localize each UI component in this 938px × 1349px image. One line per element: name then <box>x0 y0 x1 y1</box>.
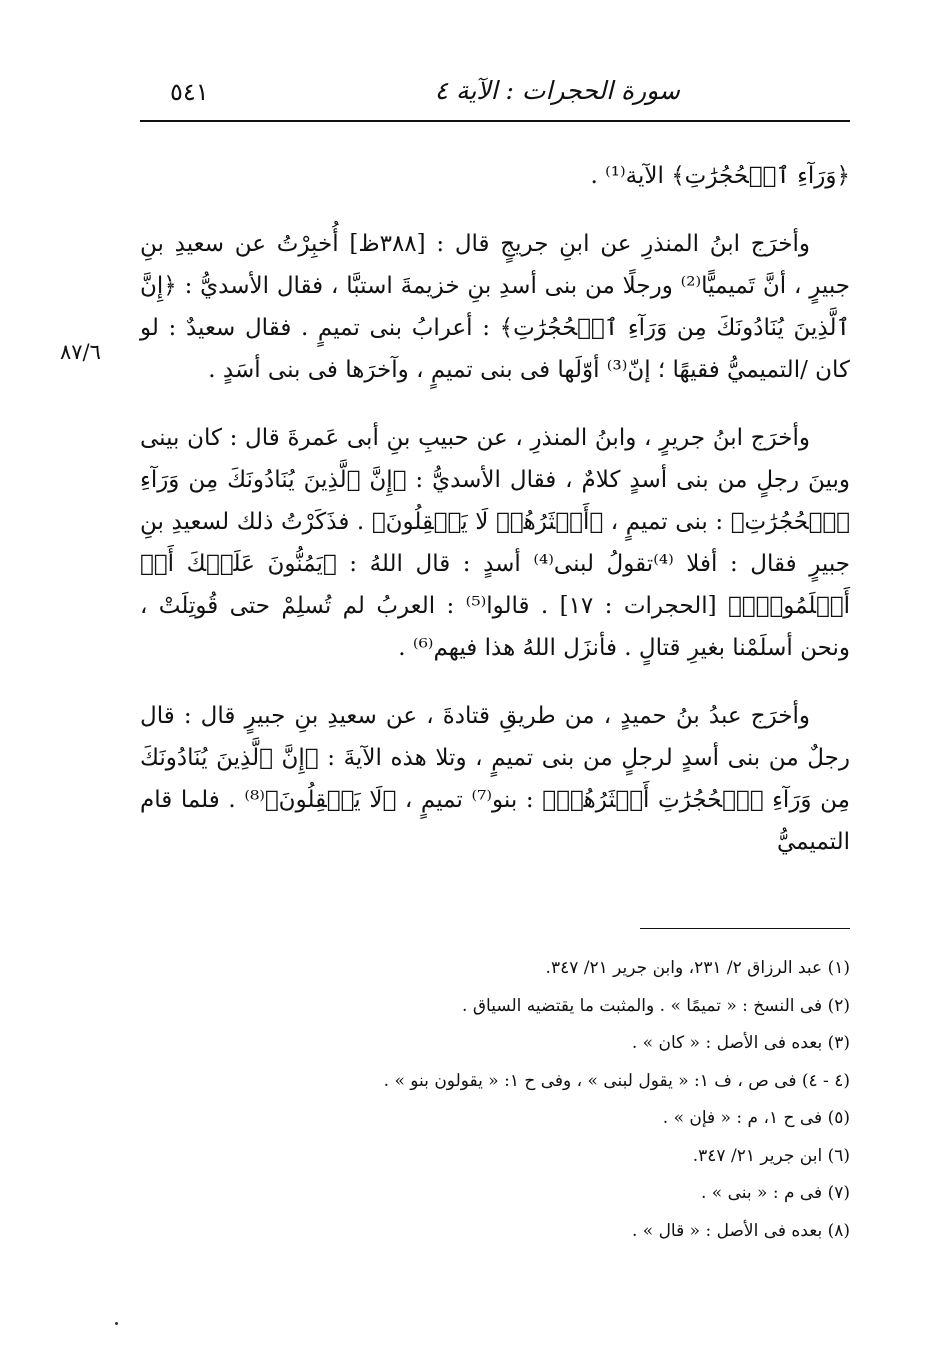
paragraph-2: وأخرَج ابنُ المنذرِ عن ابنِ جريجٍ قال : [٣٨٨ظ] أُخبِرْتُ عن سعيدِ بنِ جبيرٍ ، أنَّ تَميميًّا⁽²⁾ ورجلًا من بنى أسدِ بنِ خزيمةَ استبَّا ، فقال الأسديُّ : ﴿إِنَّ ٱلَّذِينَ يُنَادُونَكَ مِن وَرَآءِ ٱلۡحُجُرَٰتِ﴾ : أعرابُ بنى تميمٍ . فقال سعيدٌ : لو كان /التميميُّ فقيهًا ؛ إنّ⁽³⁾ أوّلَها فى بنى تميمٍ ، وآخرَها فى بنى أسَدٍ . <box>140 231 851 383</box>
footnote-1: (١) عبد الرزاق ٢/ ٢٣١، وابن جرير ٢١/ ٣٤٧. <box>545 958 850 978</box>
footnote-8: (٨) بعده فى الأصل : « قال » . <box>631 1220 850 1241</box>
header-title: سورة الحجرات : الآية ٤ <box>434 76 680 105</box>
paragraph-3: وأخرَج ابنُ جريرٍ ، وابنُ المنذرِ ، عن حبيبِ بنِ أبى عَمرةَ قال : كان بينى وبينَ رجلٍ من بنى أسدٍ كلامٌ ، فقال الأسديُّ : ﴿إِنَّ ٱلَّذِينَ يُنَادُونَكَ مِن وَرَآءِ ٱلۡحُجُرَٰتِ﴾ : بنى تميمٍ ، ﴿أَكۡثَرُهُمۡ لَا يَعۡقِلُونَ﴾ . فذَكَرْتُ ذلك لسعيدِ بنِ جبيرٍ فقال : أفلا ⁽⁴⁾تقولُ لبنى⁽⁴⁾ أسدٍ : قال اللهُ : ﴿يَمُنُّونَ عَلَيۡكَ أَنۡ أَسۡلَمُواْۖ﴾ [الحجرات : ١٧] . قالوا⁽⁵⁾ : العربُ لم تُسلِمْ حتى قُوتِلَتْ ، ونحن أسلَمْنا بغيرِ قتالٍ . فأنزَل اللهُ هذا فيهم⁽⁶⁾ . <box>140 425 851 661</box>
margin-reference: ٨٧/٦ <box>60 340 101 364</box>
scan-speck <box>115 1322 118 1325</box>
paragraph-1: ﴿وَرَآءِ ٱلۡحُجُرَٰتِ﴾ الآية⁽¹⁾ . <box>590 163 850 189</box>
footnotes <box>140 950 850 1250</box>
footnote-4: (٤ - ٤) فى ص ، ف ١: « يقول لبنى » ، وفى ح ١: « يقولون بنو » . <box>383 1070 850 1091</box>
header-rule <box>140 120 850 122</box>
footnote-separator <box>640 928 850 929</box>
footnote-6: (٦) ابن جرير ٢١/ ٣٤٧. <box>692 1145 850 1166</box>
running-header <box>140 70 850 114</box>
paragraph-4: وأخرَج عبدُ بنُ حميدٍ ، من طريقِ قتادةَ ، عن سعيدِ بنِ جبيرٍ قال : قال رجلٌ من بنى أسدٍ لرجلٍ من بنى تميمٍ ، وتلا هذه الآيةَ : ﴿إِنَّ ٱلَّذِينَ يُنَادُونَكَ مِن وَرَآءِ ٱلۡحُجُرَٰتِ أَكۡثَرُهُمۡ﴾ : بنو⁽⁷⁾ تميمٍ ، ﴿لَا يَعۡقِلُونَ﴾⁽⁸⁾ . فلما قام التميميُّ <box>140 703 851 855</box>
footnote-3: (٣) بعده فى الأصل : « كان » . <box>631 1033 850 1053</box>
page-number: ٥٤١ <box>170 78 209 106</box>
footnote-5: (٥) فى ح ١، م : « فإن » . <box>662 1108 850 1128</box>
footnote-7: (٧) فى م : « بنى » . <box>700 1183 850 1203</box>
main-text <box>140 155 850 863</box>
footnote-2: (٢) فى النسخ : « تميمًا » . والمثبت ما يقتضيه السياق . <box>462 995 850 1016</box>
